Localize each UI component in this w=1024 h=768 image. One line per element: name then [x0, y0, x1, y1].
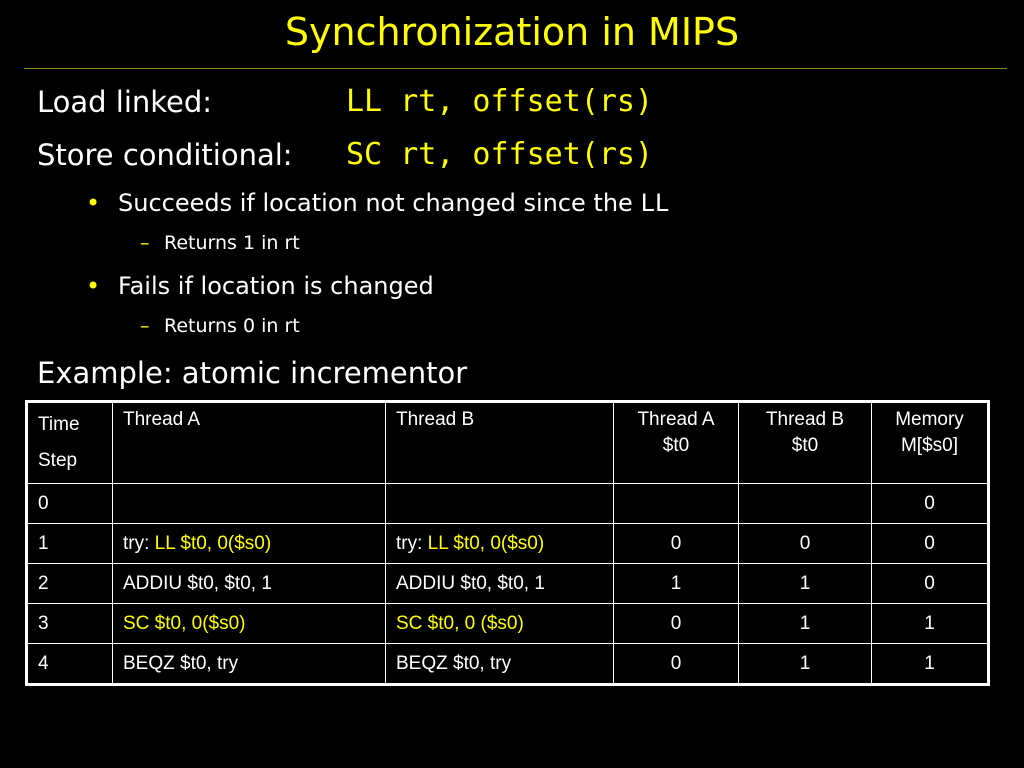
- header-time-step: Time Step: [27, 402, 113, 484]
- table-row: [27, 604, 989, 644]
- cell-thread-b-t0: 1: [739, 604, 872, 644]
- cell-thread-a: SC $t0, 0($s0): [113, 604, 386, 644]
- cell-step: 2: [27, 564, 113, 604]
- cell-step: 3: [27, 604, 113, 644]
- cell-step: 0: [27, 484, 113, 524]
- header-thread-a-t0: Thread A $t0: [614, 402, 739, 484]
- cell-thread-b: BEQZ $t0, try: [386, 644, 614, 685]
- cell-thread-b-t0: 0: [739, 524, 872, 564]
- load-linked-label: Load linked:: [37, 85, 213, 119]
- sub-bullet-returns-0: – Returns 0 in rt: [140, 315, 300, 337]
- bullet-succeeds: • Succeeds if location not changed since the LL: [86, 189, 670, 217]
- sub-bullet-returns-1: – Returns 1 in rt: [140, 232, 300, 254]
- load-linked-code: LL rt, offset(rs): [346, 84, 654, 119]
- cell-thread-b-t0: 1: [739, 564, 872, 604]
- store-conditional-code: SC rt, offset(rs): [346, 137, 654, 172]
- table-row: [27, 484, 989, 524]
- cell-thread-a-t0: 1: [614, 564, 739, 604]
- cell-thread-b: try: LL $t0, 0($s0): [386, 524, 614, 564]
- header-memory: Memory M[$s0]: [872, 402, 989, 484]
- incrementor-table: [25, 400, 990, 686]
- header-thread-b: Thread B: [386, 402, 614, 484]
- cell-thread-b: SC $t0, 0 ($s0): [386, 604, 614, 644]
- cell-memory: 0: [872, 564, 989, 604]
- store-conditional-label: Store conditional:: [37, 138, 293, 172]
- cell-thread-a-t0: 0: [614, 644, 739, 685]
- cell-thread-a: try: LL $t0, 0($s0): [113, 524, 386, 564]
- cell-thread-b-t0: 1: [739, 644, 872, 685]
- bullet-dot: •: [86, 272, 101, 300]
- header-thread-b-t0: Thread B $t0: [739, 402, 872, 484]
- ll-keyword: LL: [640, 189, 670, 217]
- cell-thread-a-t0: 0: [614, 604, 739, 644]
- sub-bullet-dash: –: [140, 315, 150, 337]
- cell-thread-a: ADDIU $t0, $t0, 1: [113, 564, 386, 604]
- table-row: [27, 524, 989, 564]
- slide-title: Synchronization in MIPS: [284, 10, 740, 54]
- cell-step: 1: [27, 524, 113, 564]
- cell-memory: 0: [872, 524, 989, 564]
- table-row: [27, 644, 989, 685]
- bullet-fails: • Fails if location is changed: [86, 272, 434, 300]
- cell-memory: 0: [872, 484, 989, 524]
- table-row: [27, 564, 989, 604]
- cell-thread-b: ADDIU $t0, $t0, 1: [386, 564, 614, 604]
- cell-thread-a: BEQZ $t0, try: [113, 644, 386, 685]
- cell-memory: 1: [872, 644, 989, 685]
- cell-memory: 1: [872, 604, 989, 644]
- cell-thread-a-t0: 0: [614, 524, 739, 564]
- header-thread-a: Thread A: [113, 402, 386, 484]
- cell-thread-b: [386, 484, 614, 524]
- title-divider: [24, 68, 1007, 69]
- bullet-dot: •: [86, 189, 101, 217]
- cell-step: 4: [27, 644, 113, 685]
- cell-thread-a: [113, 484, 386, 524]
- example-heading: Example: atomic incrementor: [37, 356, 468, 390]
- cell-thread-b-t0: [739, 484, 872, 524]
- table-header-row: [27, 402, 989, 484]
- cell-thread-a-t0: [614, 484, 739, 524]
- sub-bullet-dash: –: [140, 232, 150, 254]
